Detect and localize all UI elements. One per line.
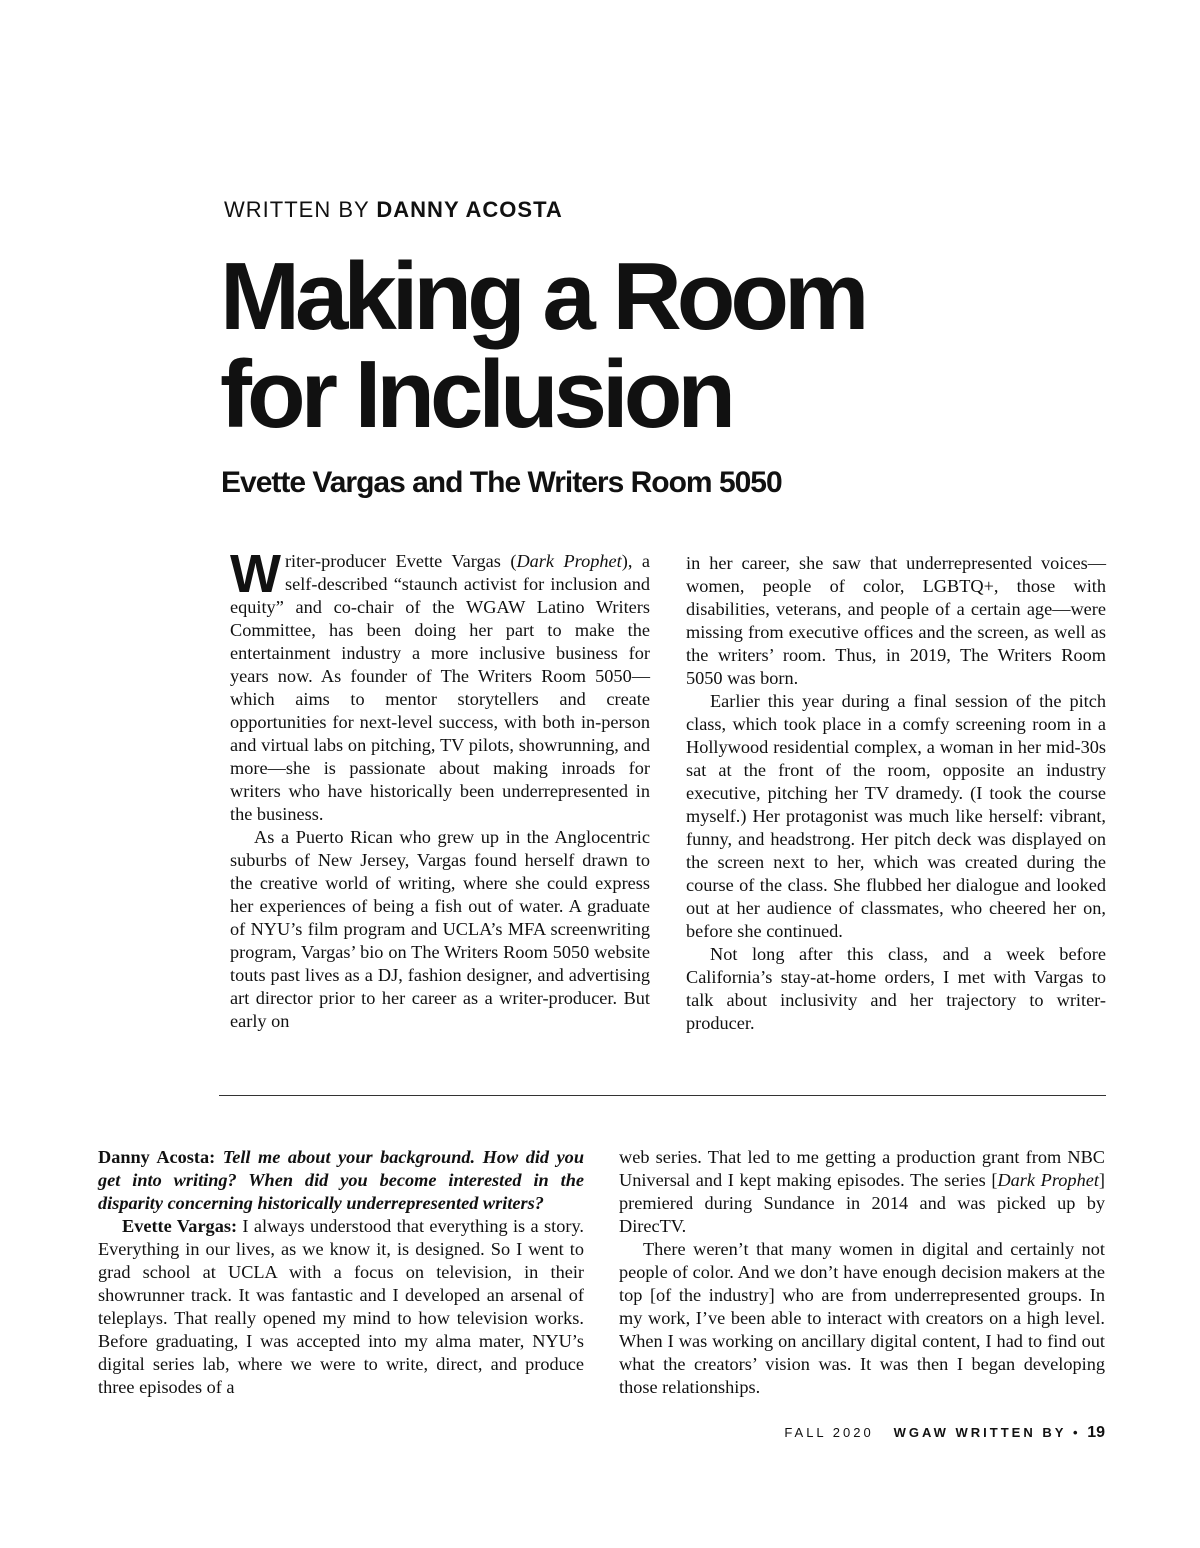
interview-answer-1-continued: web series. That led to me getting a production grant from NBC Universal and I kept making episodes. The series [Dark Prophet] premiered during Sundance in 2014 and was picked up by DirecTV.: [619, 1147, 1105, 1236]
intro-paragraph-2: As a Puerto Rican who grew up in the Anglocentric suburbs of New Jersey, Vargas found herself drawn to the creative world of writing, where she could express her experiences of being a fish out of water. A graduate of NYU’s film program and UCLA’s MFA screenwriting program, Vargas’ bio on The Writers Room 5050 website touts past lives as a DJ, fashion designer, and advertising art director prior to her career as a writer-producer. But early on: [230, 827, 650, 1031]
publication-name: WGAW WRITTEN BY: [893, 1425, 1067, 1440]
interview-column-2: [619, 1146, 1105, 1399]
footer-bullet: •: [1073, 1425, 1081, 1440]
interview-answer-1: Evette Vargas: I always understood that everything is a story. Everything in our lives, as we know it, is designed. So I went to grad school at UCLA with a focus on television, in their showrunner track. It was fantastic and I developed an arsenal of teleplays. That really opened my mind to how television works. Before graduating, I was accepted into my alma mater, NYU’s digital series lab, where we were to write, direct, and produce three episodes of a: [98, 1216, 584, 1397]
title-line-2: for Inclusion: [220, 341, 731, 448]
question-speaker: Danny Acosta:: [98, 1147, 216, 1167]
intro-paragraph-1: Writer-producer Evette Vargas (Dark Prophet), a self-described “staunch activist for inclusion and equity” and co-chair of the WGAW Latino Writers Committee, has been doing her part to make the entertainment industry a more inclusive business for years now. As founder of The Writers Room 5050—which aims to mentor storytellers and create opportunities for next-level success, with both in-person and virtual labs on pitching, TV pilots, showrunning, and more—she is passionate about making inroads for writers who have historically been underrepresented in the business.: [230, 544, 650, 824]
article-title: [220, 243, 1120, 448]
intro-paragraph-3: Earlier this year during a final session of the pitch class, which took place in a comfy screening room in a Hollywood residential complex, a woman in her mid-30s sat at the front of the room, opposite an industry executive, pitching her TV dramedy. (I took the course myself.) Her protagonist was much like herself: vibrant, funny, and headstrong. Her pitch deck was displayed on the screen next to her, which was created during the course of the class. She flubbed her dialogue and looked out at her audience of classmates, who cheered her on, before she continued.: [686, 691, 1106, 941]
answer-speaker: Evette Vargas:: [122, 1216, 238, 1236]
question-text: Tell me about your background. How did you get into writing? When did you become interested in the disparity concerning historically underrepresented writers?: [98, 1147, 584, 1213]
interview-answer-2: There weren’t that many women in digital and certainly not people of color. And we don’t have enough decision makers at the top [of the industry] who are from underrepresented groups. In my work, I’ve been able to interact with creators on a high level. When I was working on ancillary digital content, I had to find out what the creators’ vision was. It was then I began developing those relationships.: [619, 1239, 1105, 1397]
byline-author: DANNY ACOSTA: [376, 197, 563, 222]
page-number: 19: [1087, 1424, 1105, 1441]
title-line-1: Making a Room: [220, 243, 865, 350]
issue-season: FALL 2020: [784, 1425, 874, 1440]
intro-paragraph-4: Not long after this class, and a week before California’s stay-at-home orders, I met with Vargas to talk about inclusivity and her trajectory to writer-producer.: [686, 944, 1106, 1033]
show-title: Dark Prophet: [997, 1170, 1099, 1190]
article-subtitle: Evette Vargas and The Writers Room 5050: [221, 466, 782, 499]
byline-prefix: WRITTEN BY: [224, 197, 370, 222]
intro-column-1: [230, 544, 650, 1033]
show-title: Dark Prophet: [516, 551, 622, 571]
intro-paragraph-2-continued: in her career, she saw that underrepresented voices—women, people of color, LGBTQ+, those with disabilities, veterans, and people of a certain age—were missing from executive offices and the screen, as well as the writers’ room. Thus, in 2019, The Writers Room 5050 was born.: [686, 553, 1106, 688]
section-divider: [219, 1095, 1106, 1096]
page-footer: [784, 1424, 1105, 1442]
interview-column-1: [98, 1146, 584, 1399]
byline: [224, 197, 563, 223]
interview-question-1: [98, 1146, 584, 1215]
intro-column-2: [686, 552, 1106, 1035]
drop-cap: W: [230, 544, 281, 604]
